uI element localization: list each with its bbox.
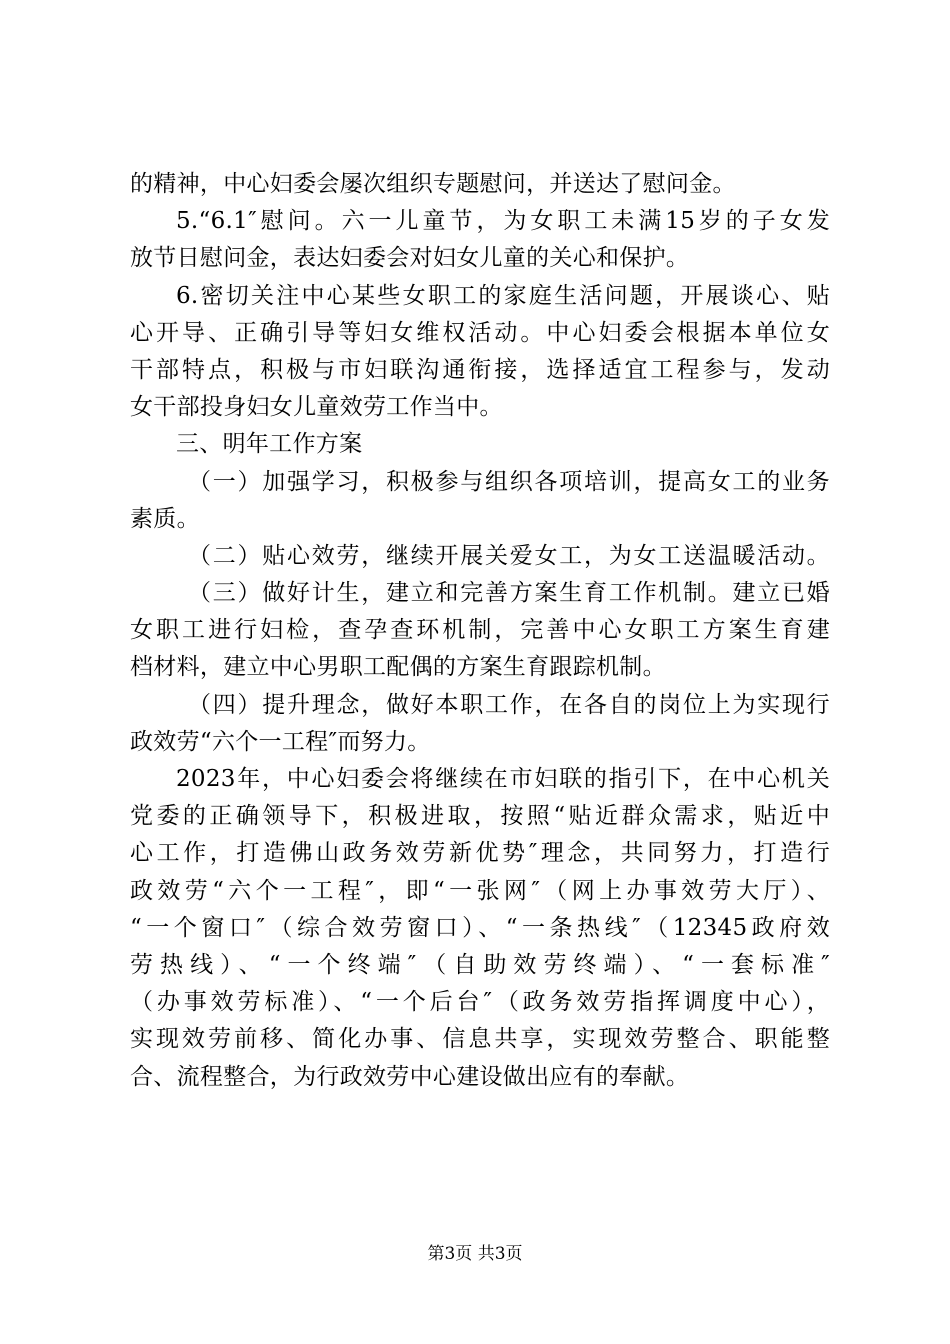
text-line: 党委的正确领导下，积极进取，按照“贴近群众需求，贴近中	[130, 803, 830, 830]
text-line: 放节日慰问金，表达妇委会对妇女儿童的关心和保护。	[130, 245, 690, 272]
text-line: 女干部投身妇女儿童效劳工作当中。	[130, 394, 503, 421]
text-line: 政效劳“六个一工程″而努力。	[130, 728, 431, 755]
document-body	[130, 166, 830, 1096]
text-line: 档材料，建立中心男职工配偶的方案生育跟踪机制。	[130, 654, 666, 681]
text-line: （四）提升理念，做好本职工作，在各自的岗位上为实现行	[188, 691, 830, 718]
text-line: 的精神，中心妇委会屡次组织专题慰问，并送达了慰问金。	[130, 171, 736, 197]
text-line: 女职工进行妇检，查孕查环机制，完善中心女职工方案生育建	[130, 617, 830, 644]
text-line: 劳热线）、“一个终端″（自助效劳终端）、“一套标准″	[130, 951, 830, 978]
text-line: （三）做好计生，建立和完善方案生育工作机制。建立已婚	[188, 580, 830, 607]
text-line: （二）贴心效劳，继续开展关爱女工，为女工送温暖活动。	[188, 542, 830, 569]
text-line: 干部特点，积极与市妇联沟通衔接，选择适宜工程参与，发动	[130, 356, 830, 383]
text-line: （办事效劳标准）、“一个后台″（政务效劳指挥调度中心），	[130, 989, 830, 1016]
text-line: （一）加强学习，积极参与组织各项培训，提高女工的业务	[188, 468, 830, 495]
text-line: 政效劳“六个一工程″，即“一张网″（网上办事效劳大厅）、	[130, 877, 830, 904]
text-line: 2023年，中心妇委会将继续在市妇联的指引下，在中心机关	[176, 766, 830, 792]
section-heading: 三、明年工作方案	[176, 431, 363, 458]
text-line: 心工作，打造佛山政务效劳新优势″理念，共同努力，打造行	[130, 840, 830, 867]
text-line: 6.密切关注中心某些女职工的家庭生活问题，开展谈心、贴	[176, 282, 830, 309]
page-number-footer: 第3页 共3页	[427, 1244, 523, 1264]
text-line: 实现效劳前移、简化办事、信息共享，实现效劳整合、职能整	[130, 1026, 830, 1053]
text-line: “一个窗口″（综合效劳窗口）、“一条热线″（12345政府效	[130, 914, 830, 941]
text-line: 5.“6.1″慰问。六一儿童节，为女职工未满15岁的子女发	[176, 208, 830, 235]
text-line: 素质。	[130, 505, 200, 532]
text-line: 心开导、正确引导等妇女维权活动。中心妇委会根据本单位女	[130, 319, 830, 346]
text-line: 合、流程整合，为行政效劳中心建设做出应有的奉献。	[130, 1063, 690, 1090]
